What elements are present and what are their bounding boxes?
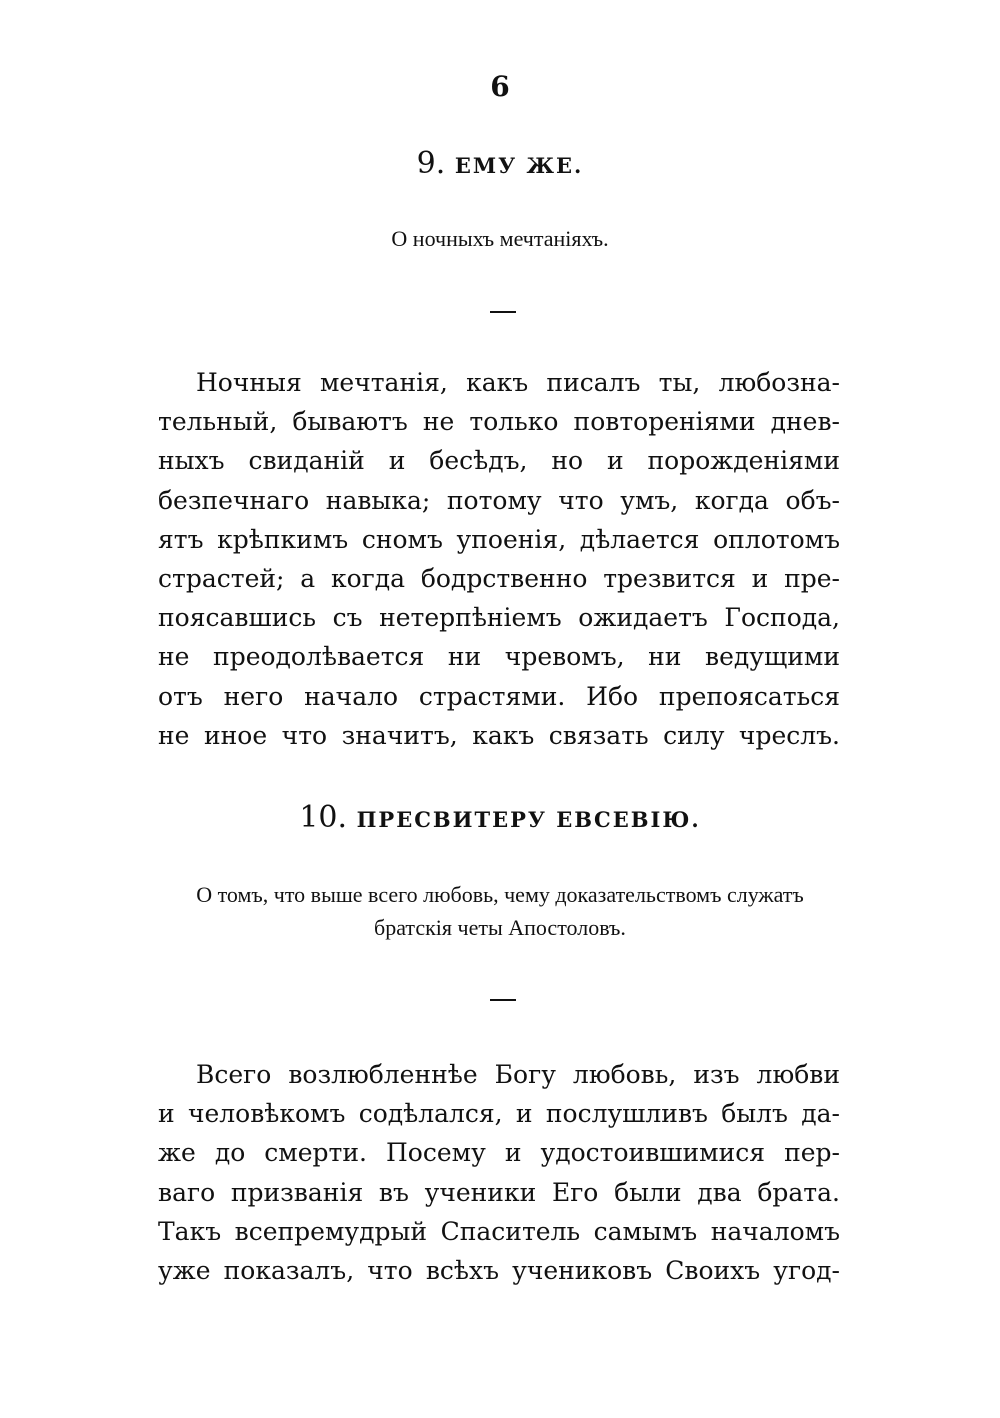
section-subtitle xyxy=(160,878,840,944)
divider-rule xyxy=(490,999,516,1001)
text-line: страстей; а когда бодрственно трезвится и пре- xyxy=(158,563,840,593)
section-title: ЕМУ ЖЕ. xyxy=(454,153,584,178)
section-subtitle: О ночныхъ мечтаніяхъ. xyxy=(391,226,609,251)
section-number: 9. xyxy=(416,146,446,181)
paragraph-section-9 xyxy=(158,363,840,755)
subtitle-line: братскія четы Апостоловъ. xyxy=(374,915,626,940)
text-line: тельный, бываютъ не только повтореніями днев- xyxy=(158,407,840,437)
section-title: ПРЕСВИТЕРУ ЕВСЕВІЮ. xyxy=(356,807,701,832)
text-line: же до смерти. Посему и удостоившимися пер- xyxy=(158,1138,840,1168)
text-line: уже показалъ, что всѣхъ учениковъ Своихъ угод- xyxy=(158,1255,840,1285)
text-line: ятъ крѣпкимъ сномъ упоенія, дѣлается оплотомъ xyxy=(158,524,840,554)
text-line: отъ него начало страстями. Ибо препоясаться xyxy=(158,681,840,711)
divider-rule xyxy=(490,311,516,313)
text-line: поясавшись съ нетерпѣніемъ ожидаетъ Господа, xyxy=(158,603,840,633)
subtitle-line: О томъ, что выше всего любовь, чему доказательствомъ служатъ xyxy=(196,882,804,907)
section-heading-10 xyxy=(0,800,1000,835)
section-heading-9 xyxy=(0,146,1000,181)
text-line: Всего возлюбленнѣе Богу любовь, изъ любви xyxy=(196,1060,840,1089)
text-line: ваго призванія въ ученики Его были два брата. xyxy=(158,1177,840,1207)
text-line: не иное что значитъ, какъ связать силу чреслъ. xyxy=(158,720,840,750)
paragraph-section-10 xyxy=(158,1055,840,1290)
text-line: и человѣкомъ содѣлался, и послушливъ былъ да- xyxy=(158,1099,840,1129)
page-number: 6 xyxy=(490,70,510,103)
text-line: не преодолѣвается ни чревомъ, ни ведущими xyxy=(158,642,840,672)
section-number: 10. xyxy=(299,800,348,835)
text-line: Такъ всепремудрый Спаситель самымъ началомъ xyxy=(158,1216,840,1246)
text-line: ныхъ свиданій и бесѣдъ, но и порожденіями xyxy=(158,446,840,476)
text-line: Ночныя мечтанія, какъ писалъ ты, любозна- xyxy=(196,368,840,397)
text-line: безпечнаго навыка; потому что умъ, когда объ- xyxy=(158,485,840,515)
